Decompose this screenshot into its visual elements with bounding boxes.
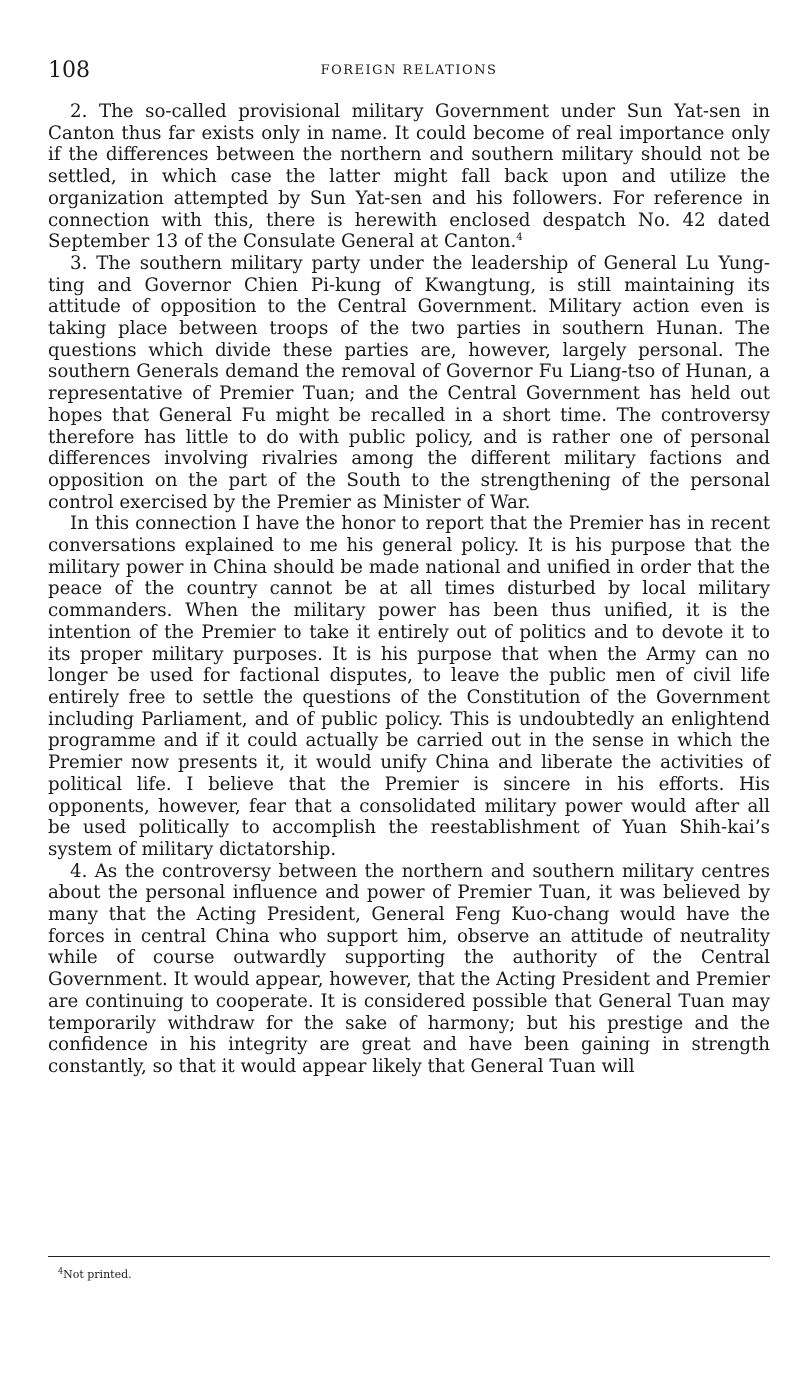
footnote-divider <box>48 1256 770 1257</box>
paragraph-3 <box>48 253 770 513</box>
footnote-text: Not printed. <box>63 1268 132 1281</box>
paragraph-text: 2. The so-called provisional military Government under Sun Yat-sen in Canton thus far exists only in name. It could become of real importance only if the differences between the northern and southern military should not be settled, in which case the latter might fall back upon and utilize the organization attempted by Sun Yat-sen and his followers. For reference in connection with this, there is herewith enclosed despatch No. 42 dated September 13 of the Consulate General at Canton. <box>48 101 770 253</box>
paragraph-text: 4. As the controversy between the northern and southern military centres about the personal influence and power of Premier Tuan, it was believed by many that the Acting President, General Feng Kuo-chang would have the forces in central China who support him, observe an attitude of neutrality while of course outwardly supporting the authority of the Central Government. It would appear, however, that the Acting President and Premier are continuing to cooperate. It is considered possible that General Tuan may temporarily withdraw for the sake of harmony; but his prestige and the confidence in his integrity are great and have been gaining in strength constantly, so that it would appear likely that General Tuan will <box>48 860 770 1077</box>
paragraph-text: 3. The southern military party under the leadership of General Lu Yung-ting and Governor Chien Pi-kung of Kwangtung, is still maintaining its attitude of opposition to the Central Government. Military action even is taking place between troops of the two parties in southern Hunan. The questions which divide these parties are, however, largely personal. The southern Generals demand the removal of Governor Fu Liang-tso of Hunan, a representative of Premier Tuan; and the Central Government has held out hopes that General Fu might be recalled in a short time. The controversy therefore has little to do with public policy, and is rather one of personal differences involving rivalries among the different military factions and opposition on the part of the South to the strengthening of the personal control exercised by the Premier as Minister of War. <box>48 252 770 513</box>
page-header <box>48 58 770 86</box>
body-text <box>48 101 770 1078</box>
footnote <box>58 1268 132 1282</box>
footnote-marker: 4 <box>58 1266 64 1276</box>
paragraph-4 <box>48 861 770 1078</box>
page-number: 108 <box>48 58 90 83</box>
paragraph-2 <box>48 101 770 253</box>
running-head: FOREIGN RELATIONS <box>320 63 498 78</box>
footnote-reference: 4 <box>516 232 523 244</box>
paragraph-premier-policy <box>48 513 770 860</box>
paragraph-text: In this connection I have the honor to report that the Premier has in recent conversations explained to me his general policy. It is his purpose that the military power in China should be made national and unified in order that the peace of the country cannot be at all times disturbed by local military commanders. When the military power has been thus unified, it is the intention of the Premier to take it entirely out of politics and to devote it to its proper military purposes. It is his purpose that when the Army can no longer be used for factional disputes, to leave the public men of civil life entirely free to settle the questions of the Constitution of the Government including Parliament, and of public policy. This is undoubtedly an enlightend programme and if it could actually be carried out in the sense in which the Premier now presents it, it would unify China and liberate the activities of political life. I believe that the Premier is sincere in his efforts. His opponents, however, fear that a consolidated military power would after all be used politically to accomplish the reestablishment of Yuan Shih-kai’s system of military dictatorship. <box>48 513 770 860</box>
